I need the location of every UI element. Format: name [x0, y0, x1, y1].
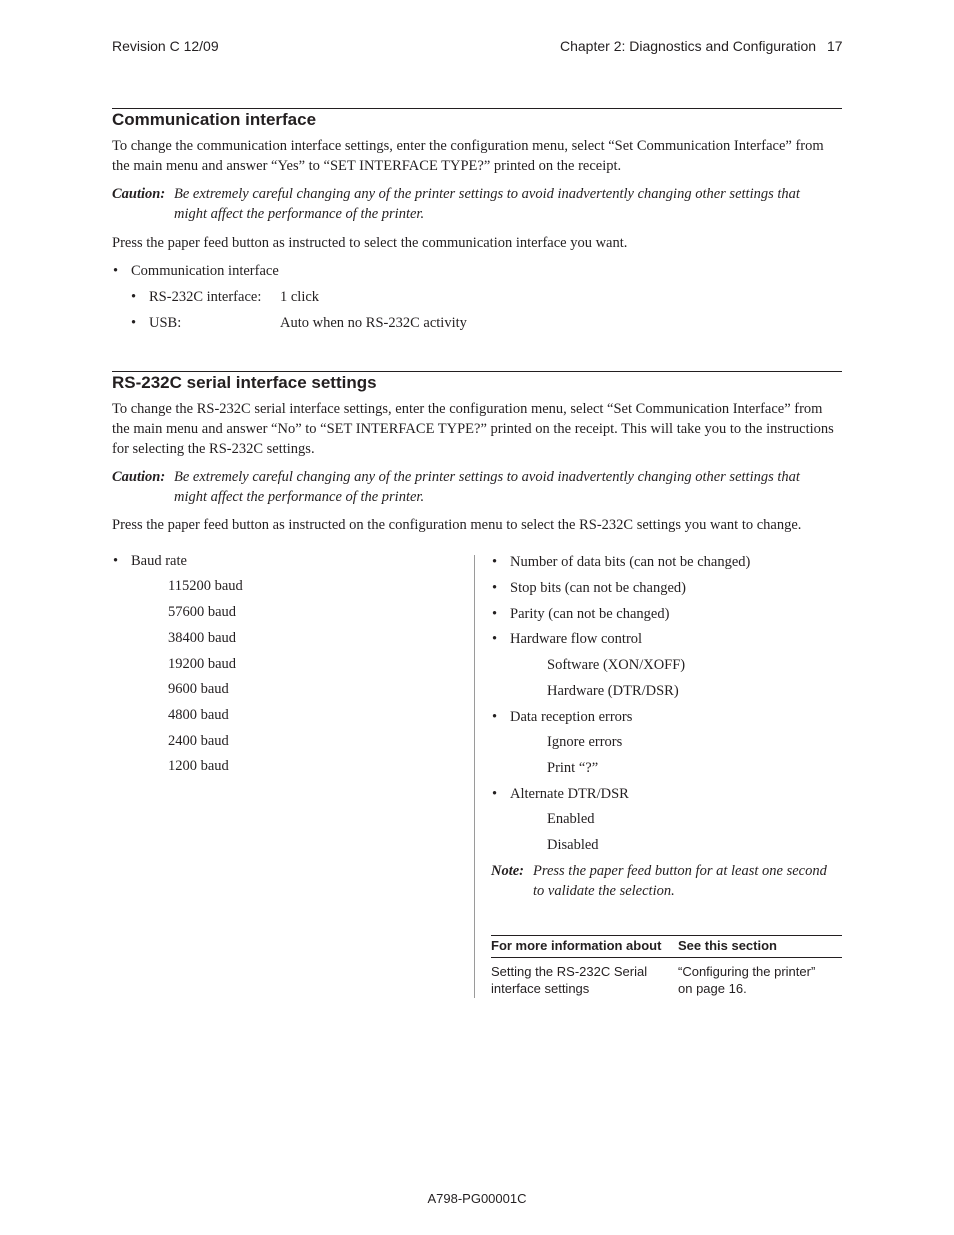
- table-cell-section: on page 16.: [678, 981, 747, 996]
- caution-text: Be extremely careful changing any of the printer settings to avoid inadvertently changing other settings that might affect the performance of the printer.: [174, 186, 800, 222]
- data-bits-label: Number of data bits (can not be changed): [510, 554, 751, 570]
- baud-option: 115200 baud: [168, 578, 243, 594]
- baud-option: 19200 baud: [168, 656, 237, 672]
- column-divider: [474, 555, 475, 998]
- flow-control-label: Hardware flow control: [510, 631, 643, 647]
- caution-label: Caution:: [112, 186, 166, 202]
- parity-label: Parity (can not be changed): [510, 606, 670, 622]
- option-value: 1 click: [280, 289, 320, 305]
- flow-option: Software (XON/XOFF): [547, 657, 686, 673]
- note-label: Note:: [491, 863, 525, 879]
- baud-option: 1200 baud: [168, 758, 229, 774]
- rs232-instruction-paragraph: Press the paper feed button as instructed on the configuration menu to select the RS-232C settings you want to change.: [112, 517, 802, 533]
- dtr-option: Disabled: [547, 837, 599, 853]
- baud-option: 57600 baud: [168, 604, 237, 620]
- note-text: Press the paper feed button for at least one second to validate the selection.: [533, 863, 827, 899]
- table-top-rule: [491, 935, 842, 936]
- page-number: 17: [827, 38, 843, 54]
- table-header-section: See this section: [678, 938, 777, 953]
- caution-label: Caution:: [112, 469, 166, 485]
- baud-option: 9600 baud: [168, 681, 229, 697]
- revision-label: Revision C 12/09: [112, 38, 219, 54]
- list-item-label: Communication interface: [131, 263, 279, 279]
- table-cell-section: “Configuring the printer”: [678, 964, 816, 979]
- stop-bits-label: Stop bits (can not be changed): [510, 580, 686, 596]
- flow-option: Hardware (DTR/DSR): [547, 683, 679, 699]
- table-cell-topic: interface settings: [491, 981, 590, 996]
- option-value: Auto when no RS-232C activity: [280, 315, 467, 331]
- chapter-title: Chapter 2: Diagnostics and Configuration: [560, 38, 817, 54]
- baud-rate-label: Baud rate: [131, 553, 187, 569]
- section-rule: [112, 108, 842, 109]
- document-id: A798-PG00001C: [427, 1191, 527, 1206]
- dtr-option: Enabled: [547, 811, 595, 827]
- comm-instruction-paragraph: Press the paper feed button as instructed to select the communication interface you want.: [112, 235, 628, 251]
- rs232-intro-paragraph: To change the RS-232C serial interface settings, enter the configuration menu, select “Set Communication Interface” from the main menu and answer “No” to “SET INTERFACE TYPE?” printed on the receipt. This will take you to the instructions for selecting the RS-232C settings.: [112, 401, 834, 457]
- baud-option: 4800 baud: [168, 707, 229, 723]
- caution-text: Be extremely careful changing any of the printer settings to avoid inadvertently changing other settings that might affect the performance of the printer.: [174, 469, 800, 505]
- errors-option: Ignore errors: [547, 734, 623, 750]
- errors-option: Print “?”: [547, 760, 599, 776]
- section-title-rs232c: RS-232C serial interface settings: [112, 373, 377, 392]
- reception-errors-label: Data reception errors: [510, 709, 633, 725]
- option-name: RS-232C interface:: [149, 289, 262, 305]
- section-rule: [112, 371, 842, 372]
- comm-intro-paragraph: To change the communication interface settings, enter the configuration menu, select “Set Communication Interface” from the main menu and answer “Yes” to “SET INTERFACE TYPE?” printed on the receipt.: [112, 138, 824, 174]
- table-header-rule: [491, 957, 842, 958]
- baud-option: 2400 baud: [168, 733, 229, 749]
- table-cell-topic: Setting the RS-232C Serial: [491, 964, 648, 979]
- option-name: USB:: [149, 315, 182, 331]
- table-header-topic: For more information about: [491, 938, 662, 953]
- section-title-communication: Communication interface: [112, 110, 317, 129]
- baud-option: 38400 baud: [168, 630, 237, 646]
- alternate-dtr-label: Alternate DTR/DSR: [510, 786, 629, 802]
